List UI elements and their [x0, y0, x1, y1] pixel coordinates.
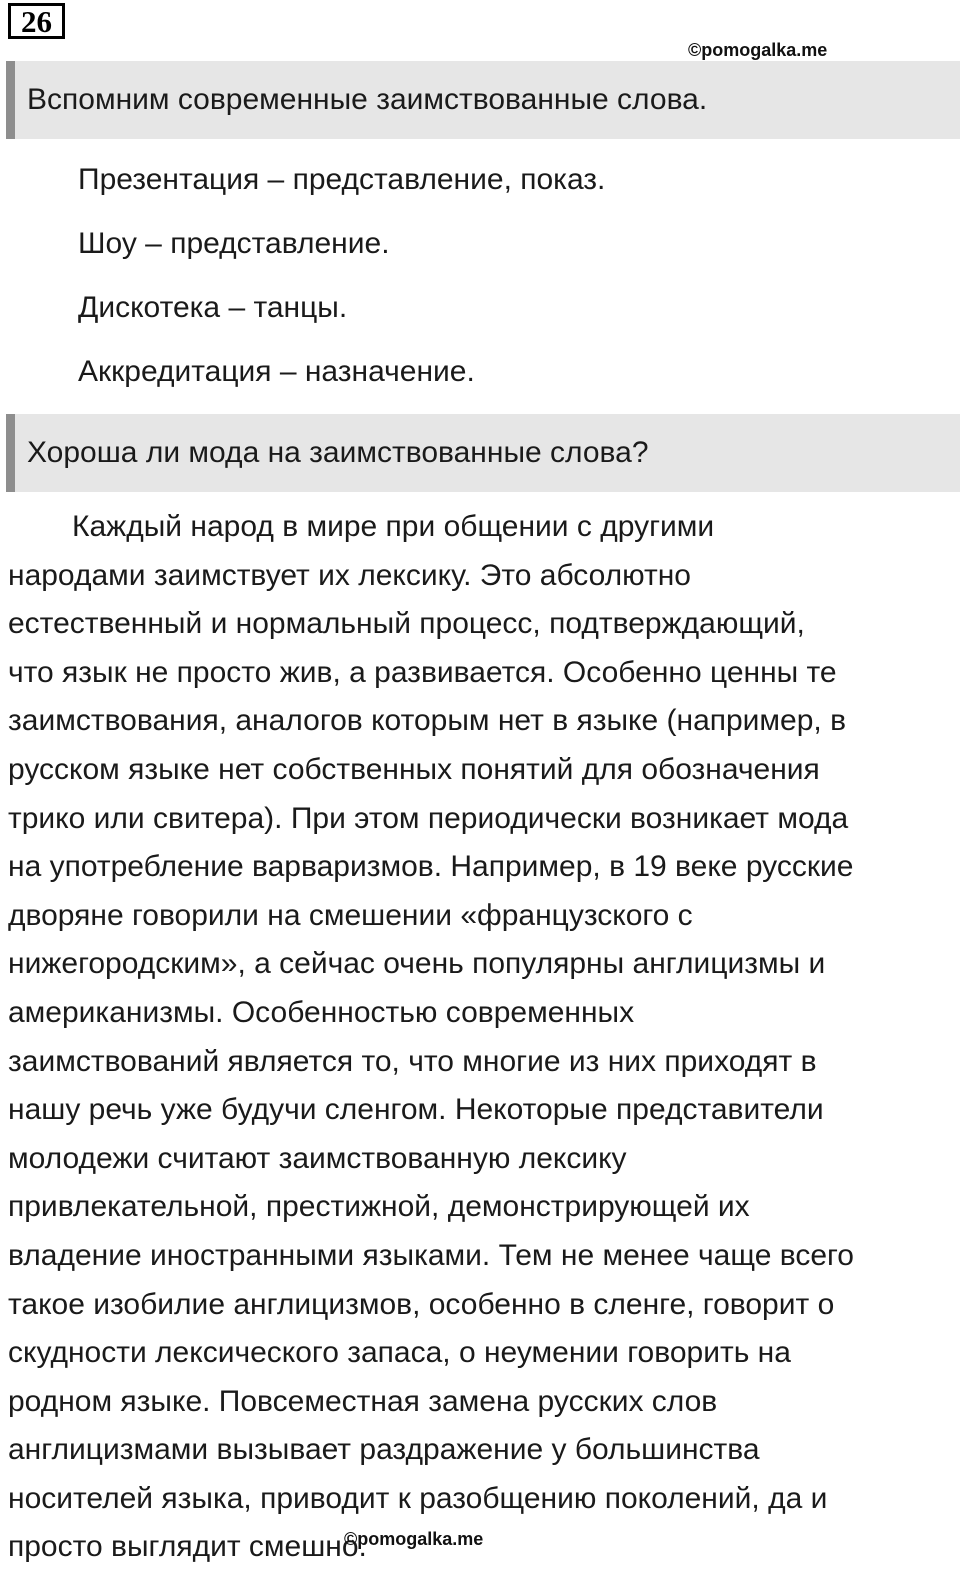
essay-line: естественный и нормальный процесс, подтверждающий,: [8, 607, 805, 641]
essay-line: на употребление варваризмов. Например, в 19 веке русские: [8, 850, 854, 884]
essay-line: нашу речь уже будучи сленгом. Некоторые представители: [8, 1093, 824, 1127]
essay-line: такое изобилие англицизмов, особенно в сленге, говорит о: [8, 1287, 835, 1321]
essay-line: что язык не просто жив, а развивается. Особенно ценны те: [8, 655, 837, 689]
word-item: Дискотека – танцы.: [78, 291, 348, 324]
essay-line: русском языке нет собственных понятий для обозначения: [8, 752, 820, 786]
word-item: Шоу – представление.: [78, 227, 390, 260]
essay-line: привлекательной, престижной, демонстрирующей их: [8, 1190, 750, 1224]
essay-line: американизмы. Особенностью современных: [8, 995, 635, 1029]
essay-line: скудности лексического запаса, о неумении говорить на: [8, 1336, 791, 1370]
essay-line: народами заимствует их лексику. Это абсолютно: [8, 558, 691, 592]
section-heading-text: Хороша ли мода на заимствованные слова?: [27, 436, 649, 469]
essay-line: Каждый народ в мире при общении с другими: [72, 510, 715, 543]
page-number: 26: [8, 3, 65, 39]
word-item: Презентация – представление, показ.: [78, 163, 606, 196]
section-heading-text: Вспомним современные заимствованные слова.: [27, 83, 708, 116]
essay-paragraph: [8, 503, 950, 1572]
essay-line: просто выглядит смешно.: [8, 1530, 367, 1564]
essay-line: владение иностранными языками. Тем не менее чаще всего: [8, 1238, 854, 1272]
word-item: Аккредитация – назначение.: [78, 355, 475, 388]
essay-line: трико или свитера). При этом периодически возникает мода: [8, 801, 849, 835]
essay-line: заимствования, аналогов которым нет в языке (например, в: [8, 704, 847, 738]
essay-line: молодежи считают заимствованную лексику: [8, 1141, 627, 1175]
section-heading-fashion-question: [6, 414, 960, 492]
essay-line: англицизмами вызывает раздражение у большинства: [8, 1433, 760, 1467]
essay-line: нижегородским», а сейчас очень популярны англицизмы и: [8, 947, 826, 981]
section-heading-borrowed-words: [6, 61, 960, 139]
essay-line: дворяне говорили на смешении «французского с: [8, 898, 693, 932]
essay-line: носителей языка, приводит к разобщению поколений, да и: [8, 1481, 828, 1515]
watermark-bottom: ©pomogalka.me: [344, 1529, 484, 1549]
essay-line: родном языке. Повсеместная замена русских слов: [8, 1384, 718, 1418]
watermark-top: ©pomogalka.me: [688, 40, 828, 60]
essay-line: заимствований является то, что многие из них приходят в: [8, 1044, 817, 1078]
